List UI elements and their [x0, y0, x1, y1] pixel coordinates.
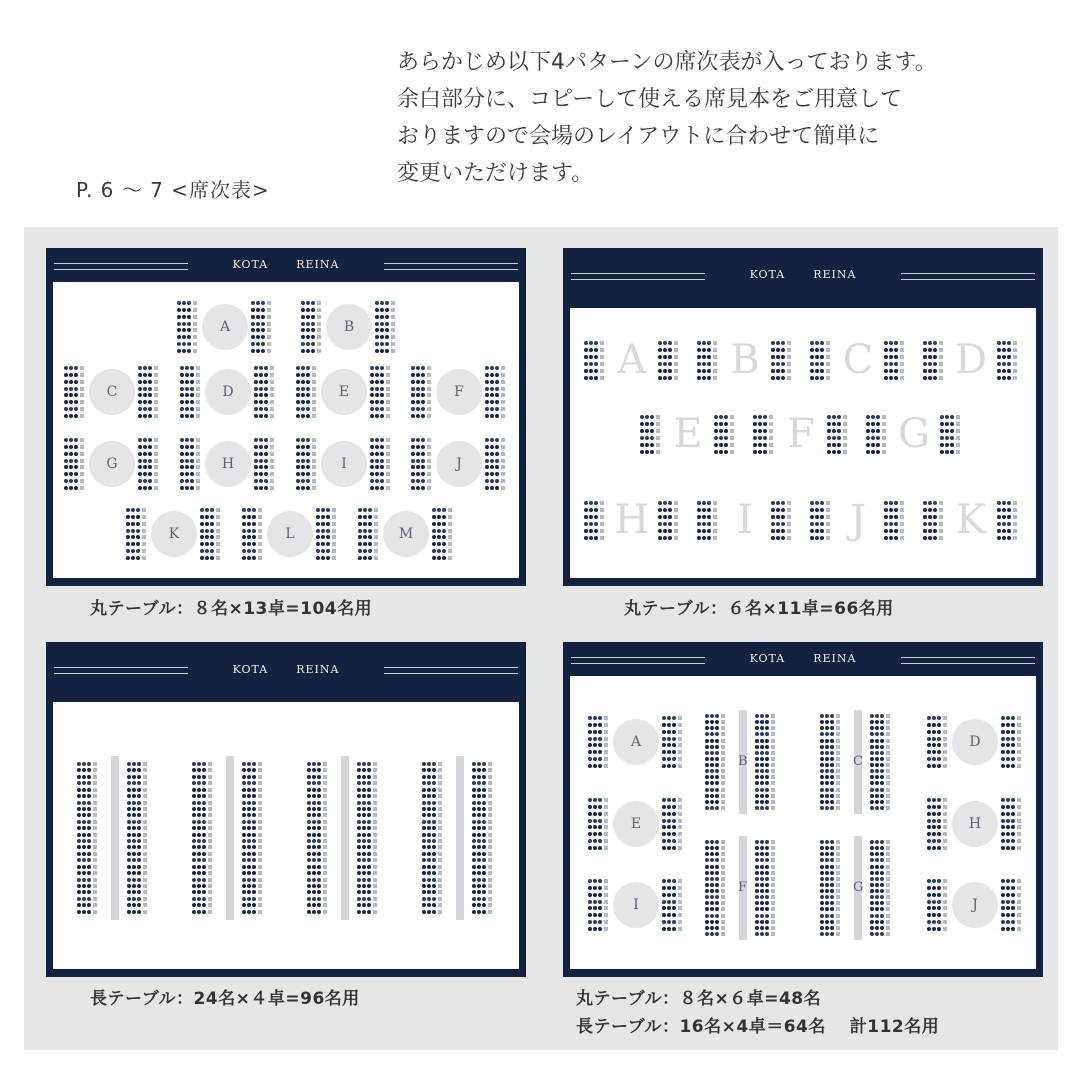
seat-name-block — [370, 366, 392, 418]
seating-paper — [570, 676, 1036, 969]
table-b: B — [326, 304, 372, 350]
seat-name-block — [251, 301, 273, 353]
long-table — [226, 756, 234, 920]
seat-name-block — [177, 301, 199, 353]
bride-name: REINA — [296, 663, 340, 676]
card-header — [563, 248, 1043, 308]
table-a: A — [613, 719, 659, 765]
table-i: I — [321, 441, 367, 487]
seat-name-block — [827, 415, 849, 454]
layout-caption: 丸テーブル：６名×11卓=66名用 — [624, 599, 894, 619]
seat-name-block — [588, 716, 610, 768]
seat-name-block — [64, 366, 86, 418]
seat-name-block — [884, 341, 906, 380]
intro-line: あらかじめ以下4パターンの席次表が入っております。 — [397, 50, 937, 75]
table-g: G — [898, 411, 930, 457]
seat-name-block — [127, 762, 149, 914]
table-e: E — [673, 411, 703, 457]
seat-name-block — [870, 840, 892, 936]
seat-name-block — [927, 716, 949, 768]
seating-paper — [570, 308, 1036, 578]
seat-name-block — [997, 341, 1019, 380]
seat-name-block — [662, 798, 684, 850]
table-i: I — [613, 882, 659, 928]
seat-name-block — [64, 438, 86, 490]
seat-name-block — [254, 366, 276, 418]
table-c: C — [842, 337, 874, 383]
seat-name-block — [138, 366, 160, 418]
seat-name-block — [927, 879, 949, 931]
seat-name-block — [411, 438, 433, 490]
header-rule-right — [384, 667, 518, 674]
long-table — [111, 756, 119, 920]
seat-name-block — [358, 508, 380, 560]
seat-name-block — [658, 341, 680, 380]
table-f: F — [436, 369, 482, 415]
layout-mixed — [563, 642, 1043, 977]
seat-name-block — [923, 341, 945, 380]
seat-name-block — [755, 714, 777, 810]
seating-paper — [53, 282, 519, 578]
layout-caption-line-2: 長テーブル：16名×4卓＝64名 計112名用 — [576, 1017, 940, 1037]
table-h: H — [614, 497, 650, 543]
seat-name-block — [923, 501, 945, 540]
seat-name-block — [588, 879, 610, 931]
seat-name-block — [820, 714, 842, 810]
seat-name-block — [714, 415, 736, 454]
table-e: E — [613, 801, 659, 847]
seat-name-block — [242, 762, 264, 914]
table-a: A — [617, 337, 647, 383]
bride-name: REINA — [296, 258, 340, 271]
table-f: F — [738, 880, 748, 895]
seat-name-block — [192, 762, 214, 914]
intro-line: 余白部分に、コピーして使える席見本をご用意して — [397, 87, 903, 112]
table-b: B — [738, 754, 748, 769]
card-header — [46, 642, 526, 702]
seat-name-block — [588, 798, 610, 850]
card-header — [46, 248, 526, 282]
intro-text — [397, 44, 1057, 192]
table-j: J — [436, 441, 482, 487]
seat-name-block — [584, 341, 606, 380]
bride-name: REINA — [813, 268, 857, 281]
seat-name-block — [1001, 879, 1023, 931]
table-e: E — [321, 369, 367, 415]
table-j: J — [952, 882, 998, 928]
seat-name-block — [296, 366, 318, 418]
seat-name-block — [316, 508, 338, 560]
seat-name-block — [357, 762, 379, 914]
table-d: D — [954, 337, 988, 383]
seat-name-block — [662, 879, 684, 931]
seat-name-block — [180, 366, 202, 418]
table-g: G — [89, 441, 135, 487]
seat-name-block — [697, 341, 719, 380]
groom-name: KOTA — [232, 258, 269, 271]
seat-name-block — [1001, 798, 1023, 850]
intro-line: 変更いただけます。 — [397, 161, 594, 186]
page-label: P. 6 ～ 7 <席次表> — [76, 178, 270, 202]
seat-name-block — [810, 341, 832, 380]
table-k: K — [151, 511, 197, 557]
seat-name-block — [301, 301, 323, 353]
seat-name-block — [296, 438, 318, 490]
table-l: L — [267, 511, 313, 557]
groom-name: KOTA — [232, 663, 269, 676]
seating-paper — [53, 702, 519, 969]
bride-name: REINA — [813, 652, 857, 665]
table-f: F — [787, 411, 815, 457]
seat-name-block — [307, 762, 329, 914]
seat-name-block — [180, 438, 202, 490]
layout-caption-line-1: 丸テーブル：８名×６卓=48名 — [576, 989, 822, 1009]
seat-name-block — [584, 501, 606, 540]
header-rule-right — [384, 263, 518, 270]
seat-name-block — [705, 840, 727, 936]
table-d: D — [952, 719, 998, 765]
table-i: I — [737, 497, 753, 543]
table-a: A — [202, 304, 248, 350]
seat-name-block — [771, 501, 793, 540]
seat-name-block — [866, 415, 888, 454]
groom-name: KOTA — [749, 652, 786, 665]
layout-round-6x11 — [563, 248, 1043, 586]
seat-name-block — [927, 798, 949, 850]
seat-name-block — [77, 762, 99, 914]
table-c: C — [853, 754, 863, 769]
seat-name-block — [810, 501, 832, 540]
seat-name-block — [940, 415, 962, 454]
seat-name-block — [485, 438, 507, 490]
seat-name-block — [697, 501, 719, 540]
seat-name-block — [1001, 716, 1023, 768]
seat-name-block — [375, 301, 397, 353]
layout-caption: 長テーブル：24名×４卓=96名用 — [90, 989, 360, 1009]
table-d: D — [205, 369, 251, 415]
seat-name-block — [997, 501, 1019, 540]
layout-long-24x4 — [46, 642, 526, 977]
layout-caption: 丸テーブル：８名×13卓=104名用 — [90, 599, 373, 619]
table-b: B — [730, 337, 760, 383]
table-j: J — [849, 497, 867, 543]
seat-name-block — [138, 438, 160, 490]
table-h: H — [205, 441, 251, 487]
seat-name-block — [411, 366, 433, 418]
table-m: M — [383, 511, 429, 557]
seat-name-block — [771, 341, 793, 380]
long-table — [341, 756, 349, 920]
header-rule-right — [901, 273, 1035, 280]
seat-name-block — [753, 415, 775, 454]
seat-name-block — [472, 762, 494, 914]
seat-name-block — [640, 415, 662, 454]
layout-round-8x13 — [46, 248, 526, 586]
seat-name-block — [820, 840, 842, 936]
intro-line: おりますので会場のレイアウトに合わせて簡単に — [397, 124, 880, 149]
seat-name-block — [422, 762, 444, 914]
seat-name-block — [662, 716, 684, 768]
groom-name: KOTA — [749, 268, 786, 281]
seat-name-block — [705, 714, 727, 810]
seat-name-block — [755, 840, 777, 936]
seat-name-block — [242, 508, 264, 560]
table-k: K — [956, 497, 986, 543]
seat-name-block — [200, 508, 222, 560]
seat-name-block — [370, 438, 392, 490]
seat-name-block — [254, 438, 276, 490]
seat-name-block — [126, 508, 148, 560]
long-table — [456, 756, 464, 920]
table-c: C — [89, 369, 135, 415]
table-h: H — [952, 801, 998, 847]
header-rule-right — [901, 657, 1035, 664]
seat-name-block — [485, 366, 507, 418]
card-header — [563, 642, 1043, 676]
seat-name-block — [884, 501, 906, 540]
seat-name-block — [658, 501, 680, 540]
seat-name-block — [870, 714, 892, 810]
seat-name-block — [432, 508, 454, 560]
table-g: G — [853, 880, 864, 895]
